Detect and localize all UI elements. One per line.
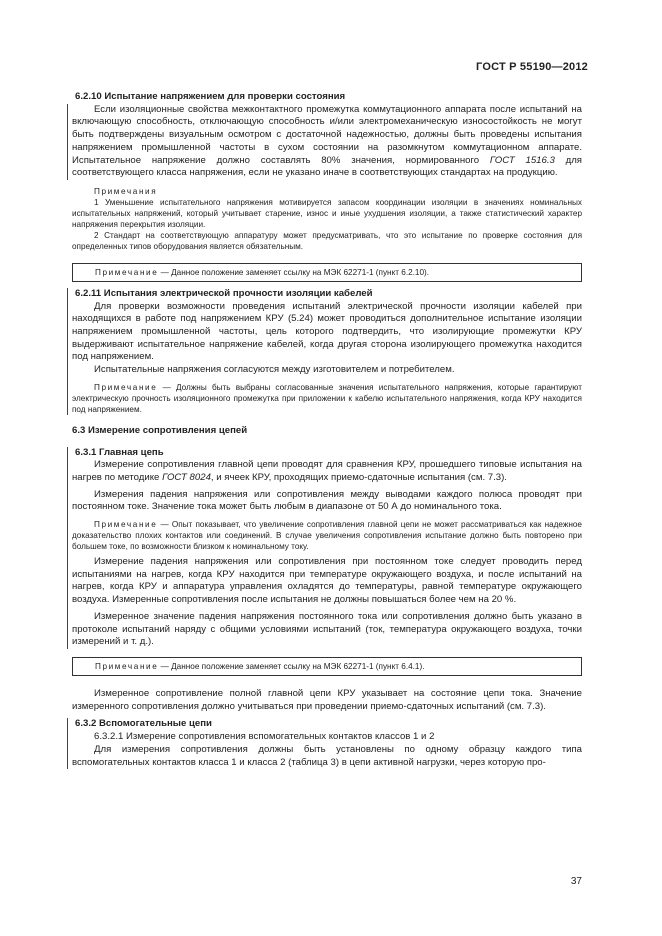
page-content [72, 91, 582, 769]
gost-8024-ref: ГОСТ 8024 [162, 471, 211, 483]
section-6-2-11-paragraph-2: Испытательные напряжения согласуются между изготовителем и потребителем. [94, 364, 455, 376]
change-bar-6-2-11 [72, 288, 582, 415]
note-2: 2 Стандарт на соответствующую аппаратуру может предусматривать, что это испытание по проверке состояния для определенных типов оборудования является обязательным. [72, 230, 582, 251]
boxed-note-label: Примечание [95, 661, 159, 671]
section-6-3-1-paragraph-3: Измерение падения напряжения или сопротивления при постоянном токе следует проводить перед испытаниями на нагрев, когда КРУ находится при температуре окружающего воздуха, и после испытаний на нагрев, когда КРУ и аппаратура управления охладятся до температуры, равной температуре окружающего воздуха. Измеренные сопротивления после испытания не должны повышаться более чем на 20 %. [72, 556, 582, 606]
page-number: 37 [570, 876, 582, 887]
section-6-3-1-note: Примечание — Опыт показывает, что увеличение сопротивления главной цепи не может рассматриваться как надежное доказательство плохих контактов или соединений. В случае увеличения сопротивления испытание должно быть повторено при большем токе, по возможности близком к номинальному току. [72, 520, 582, 552]
notes-title: Примечания [94, 186, 158, 196]
change-bar-6-3-2 [72, 718, 582, 769]
section-6-2-11-note: Примечание — Должны быть выбраны согласованные значения испытательного напряжения, которые гарантируют электрическую прочность изоляционного промежутка при приложении к кабелю испытательного напряжения, когда КРУ находится под напряжением. [72, 382, 582, 414]
section-6-3-2-title: 6.3.2 Вспомогательные цепи [75, 718, 212, 730]
section-6-3-1-paragraph-1: Измерение сопротивления главной цепи проводят для сравнения КРУ, прошедшего типовые испытания на нагрев по методике ГОСТ 8024, и ячеек КРУ, проходящих приемо-сдаточные испытания (см. 7.3). [72, 459, 582, 483]
notes-block [72, 186, 582, 252]
section-6-3-1-paragraph-5: Измеренное сопротивление полной главной цепи КРУ указывает на состояние цепи тока. Значение измеренного сопротивления должно учитываться при проведении приемо-сдаточных испытаний (см. 7.3). [72, 687, 582, 712]
section-6-3-2-1-paragraph: Для измерения сопротивления должны быть установлены по одному образцу каждого типа вспомогательных контактов класса 1 и класса 2 (таблица 3) в цепи активной нагрузки, через которую про- [72, 743, 582, 768]
note-1: 1 Уменьшение испытательного напряжения мотивируется запасом координации изоляции в значениях номинальных испытательных напряжений, который учитывает старение, износ и иные ухудшения изоляции, а также статистический характер напряжения перекрытия изоляции. [72, 197, 582, 229]
gost-1516-3-ref: ГОСТ 1516.3 [489, 154, 555, 166]
boxed-note-label: Примечание [95, 267, 159, 277]
section-6-3-1-paragraph-2: Измерения падения напряжения или сопротивления между выводами каждого полюса проводят при постоянном токе. Значение тока может быть любым в диапазоне от 50 А до номинального тока. [72, 488, 582, 513]
section-6-3-title: 6.3 Измерение сопротивления цепей [72, 424, 248, 436]
boxed-note-text: — Данное положение заменяет ссылку на МЭК 62271-1 (пункт 6.2.10). [158, 267, 430, 277]
boxed-note-text: — Данное положение заменяет ссылку на МЭК 62271-1 (пункт 6.4.1). [158, 661, 425, 671]
change-bar-6-2-10 [72, 104, 582, 180]
document-number: ГОСТ Р 55190—2012 [476, 61, 588, 73]
boxed-note-6-3-1 [72, 657, 582, 676]
section-6-2-10-title: 6.2.10 Испытание напряжением для проверки состояния [75, 91, 346, 102]
section-6-2-10-paragraph: Если изоляционные свойства межконтактного промежутка коммутационного аппарата после испытаний на включающую способность, отключающую способность и/или электромеханическую износостойкость не могут быть подтверждены визуальным осмотром с достаточной надежностью, должны быть проведены испытания напряжением промышленной частоты в сухом состоянии на разомкнутом коммутационном аппарате. Испытательное напряжение должно составлять 80% значения, нормированного ГОСТ 1516.3 для соответствующего класса напряжения, если не указано иначе в соответствующих стандартах на продукцию. [72, 103, 583, 179]
section-6-3-1-title: 6.3.1 Главная цепь [75, 446, 164, 458]
section-6-2-11-paragraph-1: Для проверки возможности проведения испытаний электрической прочности изоляции кабелей при находящихся в работе под напряжением КРУ (5.24) может проводиться дополнительное испытание изоляции напряжением промышленной частоты, цель которого подтвердить, что изолирующие промежутки КРУ выдерживают испытательное напряжение кабелей, когда другая сторона изолирующего промежутка находится под напряжением. [72, 300, 582, 363]
section-6-3-2-1-title: 6.3.2.1 Измерение сопротивления вспомогательных контактов классов 1 и 2 [94, 731, 435, 743]
change-bar-6-3-1 [72, 447, 582, 649]
boxed-note-6-2-10 [72, 263, 582, 282]
section-6-2-11-title: 6.2.11 Испытания электрической прочности изоляции кабелей [75, 287, 373, 299]
section-6-3-1-paragraph-4: Измеренное значение падения напряжения постоянного тока или сопротивления должно быть указано в протоколе испытаний наряду с общими условиями испытаний (ток, температура окружающего воздуха, точки измерений и т. д.). [72, 610, 582, 648]
